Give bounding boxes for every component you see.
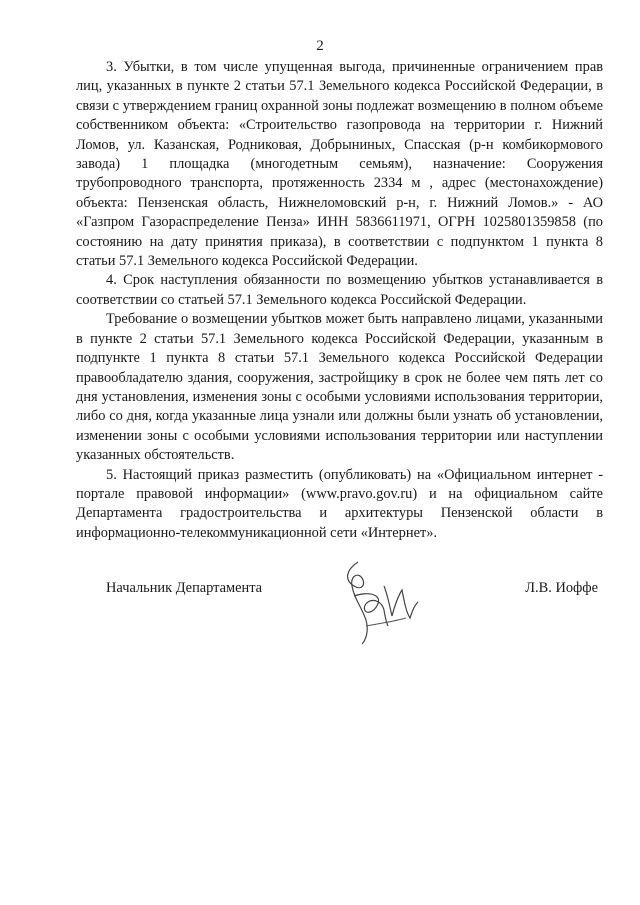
signer-position: Начальник Департамента xyxy=(106,580,263,596)
paragraph-3: 3. Убытки, в том числе упущенная выгода, причиненные ограничением прав лиц, указанных в пункте 2 статьи 57.1 Земельного кодекса Российской Федерации, в связи с утверждением границ охранной зоны подлежат возмещению в полном объеме собственником объекта: «Строительство газопровода на территории г. Нижний Ломов, ул. Казанская, Родниковая, Добрыниных, Спасская (р-н комбикормового завода) 1 площадка (многодетным семьям), назначение: Сооружения трубопроводного транспорта, протяженность 2334 м , адрес (местонахождение) объекта: Пензенская область, Нижнеломовский р-н, г. Нижний Ломов.» - АО «Газпром Газораспределение Пенза» ИНН 5836611971, ОГРН 1025801359858 (по состоянию на дату принятия приказа), в соответствии с подпунктом 1 пункта 8 статьи 57.1 Земельного кодекса Российской Федерации. xyxy=(76,59,603,270)
handwritten-signature xyxy=(336,556,426,648)
paragraph-claim-requirement: Требование о возмещении убытков может быть направлено лицами, указанными в пункте 2 статьи 57.1 Земельного кодекса Российской Федерации, указанным в подпункте 1 пункта 8 статьи 57.1 Земельного кодекса Российской Федерации правообладателю здания, сооружения, застройщику в срок не более чем пять лет со дня установления, изменения зоны с особыми условиями использования территории, либо со дня, когда указанные лица узнали или должны были узнать об установлении, изменении зоны с особыми условиями использования территории или наступлении указанных обстоятельств. xyxy=(76,311,603,464)
signature-block xyxy=(106,580,598,650)
paragraph-5: 5. Настоящий приказ разместить (опубликовать) на «Официальном интернет - портале правовой информации» (www.pravo.gov.ru) и на официальном сайте Департамента градостроительства и архитектуры Пензенской области в информационно-телекоммуникационной сети «Интернет». xyxy=(76,466,603,541)
document-body xyxy=(76,58,603,543)
paragraph-4: 4. Срок наступления обязанности по возмещению убытков устанавливается в соответствии со статьей 57.1 Земельного кодекса Российской Федерации. xyxy=(76,272,603,308)
signer-name: Л.В. Иоффе xyxy=(525,580,598,596)
page-number: 2 xyxy=(316,38,324,54)
